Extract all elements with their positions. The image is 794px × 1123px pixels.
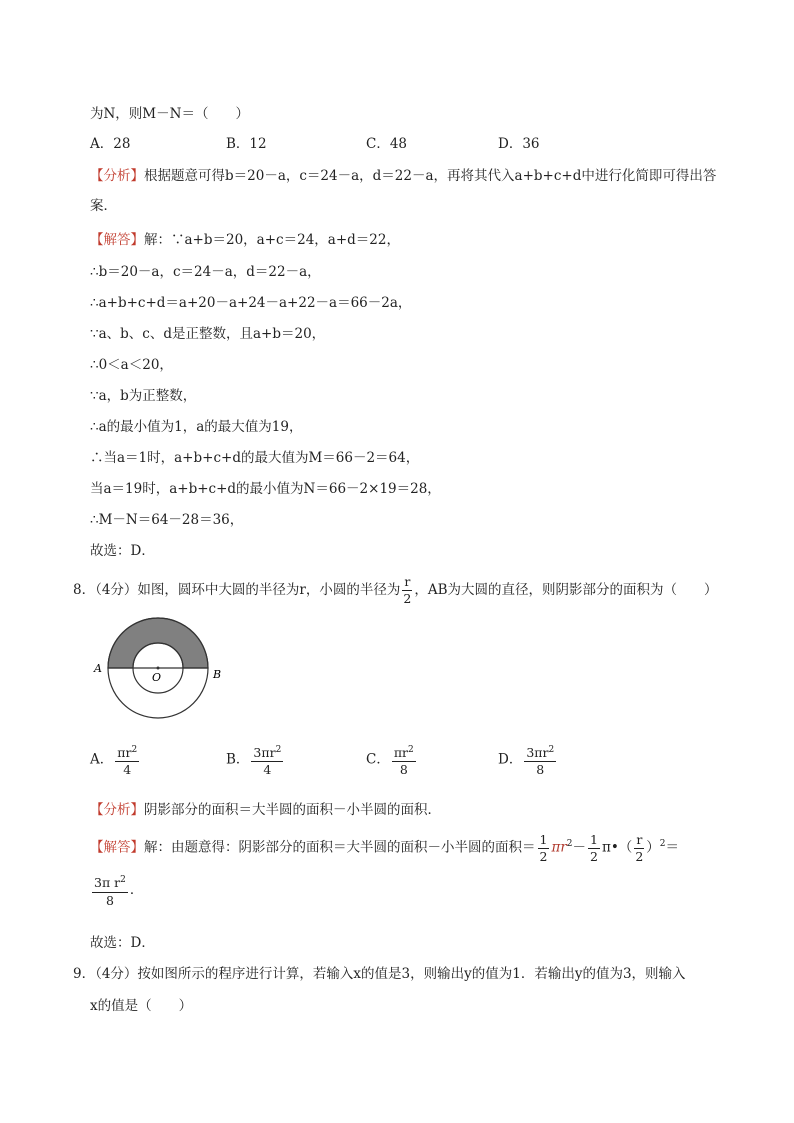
frac-num: πr: [393, 745, 409, 761]
frac-den: 8: [536, 762, 545, 778]
analysis-text: 阴影部分的面积＝大半圆的面积－小半圆的面积．: [144, 802, 441, 818]
frac-num: r: [404, 574, 411, 589]
frac-num: 1: [590, 831, 598, 847]
frac-exp: 2: [548, 745, 555, 755]
option-fraction: [524, 742, 556, 778]
q7-answer-5: ∴0＜a＜20，: [90, 357, 173, 373]
answer-line: 解：∵a+b＝20，a+c＝24，a+d＝22，: [144, 232, 400, 248]
q7-answer-1: [90, 230, 400, 250]
q8-annulus-figure: [88, 606, 228, 732]
q7-analysis-cont: 案．: [90, 198, 117, 214]
frac-num: 1: [539, 831, 548, 847]
q9-stem-line2: x的值是（ ）: [90, 998, 193, 1014]
frac-num: 3π r: [94, 875, 121, 891]
q8-stem-part-a: 8．（4分）如图，圆环中大圆的半径为r，小圆的半径为: [73, 582, 401, 598]
q7-option-c: C．48: [366, 136, 408, 152]
label-o: O: [152, 671, 162, 684]
term-pi: π•（: [601, 839, 633, 856]
q7-final: 故选：D．: [90, 543, 155, 559]
q8-stem-part-b: ，AB为大圆的直径，则阴影部分的面积为（ ）: [414, 582, 718, 598]
q8-result: [90, 872, 143, 909]
result-fraction: [92, 872, 128, 908]
q7-answer-4: ∵a、b、c、d是正整数，且a+b＝20，: [90, 326, 326, 342]
frac-num: 3πr: [253, 745, 276, 761]
q8-option-a: [90, 742, 141, 778]
option-fraction: [392, 742, 416, 778]
option-fraction: [115, 742, 139, 778]
answer-text: 解：由题意得：阴影部分的面积＝大半圆的面积－小半圆的面积＝: [144, 839, 536, 856]
half-fraction-2: [588, 832, 600, 865]
frac-den: 2: [539, 848, 548, 864]
q7-option-d: D．36: [498, 136, 540, 152]
frac-den: 4: [123, 762, 132, 778]
q7-answer-7: ∴a的最小值为1，a的最大值为19，: [90, 419, 303, 435]
frac-num: πr: [117, 745, 132, 761]
analysis-text: 根据题意可得b＝20－a，c＝24－a，d＝22－a，再将其代入a+b+c+d中进行化简即可得出答: [144, 168, 717, 184]
option-letter: B．: [226, 751, 250, 768]
q8-stem-fraction: [402, 574, 412, 607]
frac-num: 3πr: [526, 745, 549, 761]
frac-exp: 2: [120, 875, 126, 886]
q8-option-c: [366, 742, 418, 778]
r-over-2: [634, 832, 644, 865]
q7-option-a: A．28: [90, 136, 131, 152]
q8-answer: [90, 826, 679, 866]
q8-final: 故选：D．: [90, 935, 155, 951]
frac-exp: 2: [408, 745, 414, 755]
option-fraction: [251, 742, 283, 778]
q7-answer-6: ∵a，b为正整数，: [90, 388, 197, 404]
frac-den: 2: [403, 591, 412, 606]
q7-answer-10: ∴M－N＝64－28＝36，: [90, 512, 244, 528]
q8-option-d: [498, 742, 558, 778]
frac-exp: 2: [131, 745, 138, 755]
minus-sign: －: [572, 839, 587, 856]
q7-answer-2: ∴b＝20－a，c＝24－a，d＝22－a，: [90, 264, 321, 280]
close-paren: ）: [646, 839, 660, 856]
label-a: A: [94, 662, 102, 675]
q9-stem-line1: 9．（4分）按如图所示的程序进行计算，若输入x的值是3，则输出y的值为1．若输出y的值为3，则输入: [73, 966, 686, 982]
equals-sign: ＝: [665, 839, 680, 856]
option-letter: A．: [90, 751, 114, 768]
period: ．: [129, 882, 144, 898]
exponent: 2: [659, 839, 666, 849]
center-point: [157, 667, 160, 670]
q8-option-b: [226, 742, 285, 778]
q8-analysis: [90, 800, 441, 820]
frac-den: 2: [590, 848, 598, 864]
analysis-tag: 【分析】: [90, 168, 144, 184]
q7-answer-8: ∴当a＝1时，a+b+c+d的最大值为M＝66－2＝64，: [90, 450, 420, 466]
q7-analysis: [90, 166, 716, 186]
q7-answer-3: ∴a+b+c+d＝a+20－a+24－a+22－a＝66－2a，: [90, 295, 412, 311]
option-letter: C．: [366, 751, 390, 768]
frac-num: r: [636, 831, 643, 847]
label-b: B: [213, 668, 222, 681]
exponent: 2: [566, 839, 573, 849]
term-pi-r: πr: [551, 839, 567, 856]
analysis-tag: 【分析】: [90, 802, 144, 818]
frac-den: 8: [105, 892, 114, 908]
frac-den: 4: [263, 762, 272, 778]
half-fraction: [538, 832, 550, 865]
q7-option-b: B．12: [226, 136, 267, 152]
answer-tag: 【解答】: [90, 839, 144, 856]
answer-tag: 【解答】: [90, 232, 144, 248]
frac-den: 8: [399, 762, 408, 778]
option-letter: D．: [498, 751, 523, 768]
q7-answer-9: 当a＝19时，a+b+c+d的最小值为N＝66－2×19＝28，: [90, 481, 441, 497]
frac-den: 2: [635, 848, 644, 864]
frac-exp: 2: [275, 745, 282, 755]
q8-stem: [73, 572, 718, 608]
q7-stem-tail: 为N，则M－N＝（ ）: [90, 106, 249, 122]
